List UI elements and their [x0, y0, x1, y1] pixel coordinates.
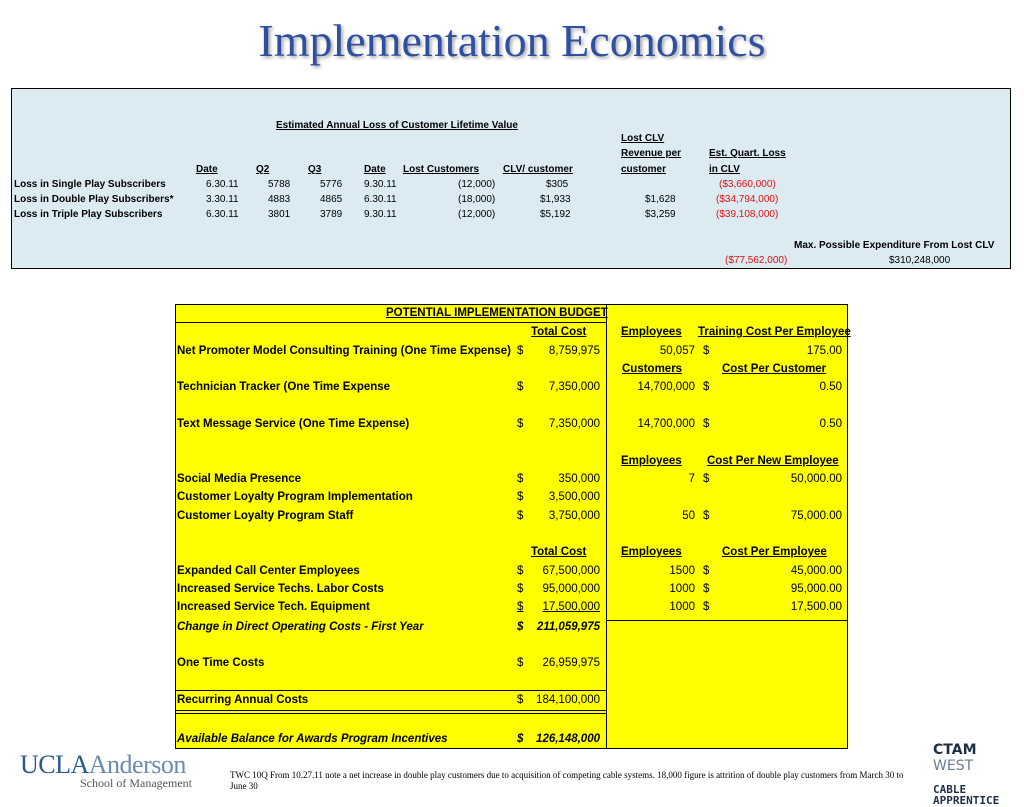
budget-row-cost: 8,759,975: [548, 345, 600, 357]
change-value: 211,059,975: [536, 621, 600, 633]
budget-row-qty: 50: [682, 510, 695, 522]
clv-row-date1: 3.30.11: [206, 194, 239, 205]
col-lost-clv-2: Revenue per: [621, 148, 682, 159]
budget-row-unit: 50,000.00: [790, 473, 842, 485]
budget-row-qty: 1000: [669, 601, 695, 613]
dollar-sign: $: [517, 473, 524, 485]
budget-row-qty: 14,700,000: [637, 418, 695, 430]
budget-row-label: Text Message Service (One Time Expense): [177, 418, 410, 430]
dollar-sign: $: [517, 381, 524, 393]
change-label: Change in Direct Operating Costs - First Year: [177, 621, 424, 633]
budget-row-qty: 7: [688, 473, 695, 485]
dollar-sign: $: [703, 583, 710, 595]
clv-row-date2: 6.30.11: [364, 194, 397, 205]
logo-ucla: UCLA: [20, 750, 89, 779]
budget-row-qty: 50,057: [659, 345, 695, 357]
budget-row-label: Technician Tracker (One Time Expense: [177, 381, 391, 393]
dollar-sign: $: [517, 601, 524, 613]
page-title: Implementation Economics: [258, 15, 766, 66]
divider: [176, 710, 606, 711]
col-employees: Employees: [621, 326, 682, 338]
col-est-1: Est. Quart. Loss: [709, 148, 786, 159]
clv-row-loss: ($3,660,000): [719, 179, 776, 190]
clv-row-clv: $5,192: [540, 209, 571, 220]
available-value: 126,148,000: [536, 733, 600, 745]
col-total-cost: Total Cost: [531, 326, 587, 338]
dollar-sign: $: [703, 565, 710, 577]
clv-heading: Estimated Annual Loss of Customer Lifetime Value: [276, 120, 518, 131]
budget-row-qty: 1500: [669, 565, 695, 577]
budget-row-cost: 3,500,000: [548, 491, 600, 503]
budget-row-cost: 7,350,000: [548, 418, 600, 430]
logo-west: WEST: [933, 758, 974, 774]
col-lost-clv-1: Lost CLV: [621, 133, 665, 144]
dollar-sign: $: [517, 345, 524, 357]
budget-row-unit: 17,500.00: [790, 601, 842, 613]
budget-row-label: Customer Loyalty Program Staff: [177, 510, 354, 522]
clv-table: [11, 88, 1011, 269]
budget-row-cost: 67,500,000: [542, 565, 600, 577]
clv-row-q2: 4883: [268, 194, 291, 205]
clv-row-q2: 3801: [268, 209, 291, 220]
dollar-sign: $: [517, 510, 524, 522]
budget-row-unit: 95,000.00: [790, 583, 842, 595]
col-cost-per-customer: Cost Per Customer: [722, 363, 827, 375]
budget-row-cost: 7,350,000: [548, 381, 600, 393]
budget-row-qty: 14,700,000: [637, 381, 695, 393]
clv-row-q3: 4865: [320, 194, 343, 205]
clv-row-label: Loss in Single Play Subscribers: [14, 179, 166, 190]
col-q3: Q3: [308, 164, 322, 175]
onetime-value: 26,959,975: [542, 657, 600, 669]
clv-row-date2: 9.30.11: [364, 209, 397, 220]
budget-row-qty: 1000: [669, 583, 695, 595]
col-cost-per-employee: Cost Per Employee: [722, 546, 827, 558]
clv-row-lost: (12,000): [458, 179, 496, 190]
clv-row-label: Loss in Triple Play Subscribers: [14, 209, 163, 220]
dollar-sign: $: [703, 381, 710, 393]
clv-row-clv: $1,933: [540, 194, 571, 205]
budget-row-cost: 17,500,000: [542, 601, 600, 613]
col-cost-new-employee: Cost Per New Employee: [707, 455, 839, 467]
budget-row-cost: 350,000: [558, 473, 600, 485]
col-employees-2: Employees: [621, 455, 682, 467]
col-employees-3: Employees: [621, 546, 682, 558]
budget-row-cost: 3,750,000: [548, 510, 600, 522]
logo-school: School of Management: [80, 776, 192, 790]
col-customers: Customers: [622, 363, 683, 375]
dollar-sign: $: [703, 418, 710, 430]
budget-row-unit: 75,000.00: [790, 510, 842, 522]
budget-row-unit: 0.50: [819, 381, 842, 393]
budget-row-unit: 0.50: [819, 418, 842, 430]
budget-row-unit: 45,000.00: [790, 565, 842, 577]
divider: [606, 621, 607, 749]
dollar-sign: $: [703, 345, 710, 357]
budget-row-label: Expanded Call Center Employees: [177, 565, 360, 577]
divider: [176, 713, 606, 714]
col-lost-clv-3: customer: [621, 164, 667, 175]
col-total-cost-2: Total Cost: [531, 546, 587, 558]
clv-row-lost-clv: $3,259: [645, 209, 676, 220]
dollar-sign: $: [517, 583, 524, 595]
clv-row-lost-clv: $1,628: [645, 194, 676, 205]
dollar-sign: $: [517, 733, 524, 745]
onetime-label: One Time Costs: [177, 657, 265, 669]
clv-row-lost: (12,000): [458, 209, 496, 220]
budget-table: [175, 304, 851, 749]
max-expenditure-label: Max. Possible Expenditure From Lost CLV: [794, 240, 995, 251]
dollar-sign: $: [703, 473, 710, 485]
budget-heading: POTENTIAL IMPLEMENTATION BUDGET: [386, 307, 608, 319]
ctam-logo: [933, 742, 1013, 806]
dollar-sign: $: [517, 621, 524, 633]
budget-row-label: Social Media Presence: [177, 473, 302, 485]
budget-row-unit: 175.00: [806, 345, 842, 357]
clv-row-lost: (18,000): [458, 194, 496, 205]
col-q2: Q2: [256, 164, 270, 175]
dollar-sign: $: [517, 491, 524, 503]
budget-row-label: Increased Service Tech. Equipment: [177, 601, 370, 613]
clv-row-date1: 6.30.11: [206, 179, 239, 190]
divider: [606, 620, 848, 621]
clv-row-q2: 5788: [268, 179, 291, 190]
clv-row-loss: ($34,794,000): [716, 194, 779, 205]
col-est-2: in CLV: [709, 164, 740, 175]
logo-ctam: CTAM: [933, 742, 977, 758]
footnote: TWC 10Q From 10.27.11 note a net increase in double play customers due to acquisition of competing cable systems. 18,000 figure is attrition of double play customers from March 30 to June 30: [230, 770, 904, 791]
col-training-cost: Training Cost Per Employee: [698, 326, 851, 338]
total-loss: ($77,562,000): [725, 255, 788, 266]
max-expenditure-value: $310,248,000: [889, 255, 951, 266]
clv-row-label: Loss in Double Play Subscribers*: [14, 194, 174, 205]
col-date1: Date: [196, 164, 218, 175]
budget-row-label: Customer Loyalty Program Implementation: [177, 491, 413, 503]
dollar-sign: $: [517, 694, 524, 706]
clv-row-q3: 5776: [320, 179, 343, 190]
col-date2: Date: [364, 164, 386, 175]
clv-row-q3: 3789: [320, 209, 343, 220]
clv-row-date1: 6.30.11: [206, 209, 239, 220]
dollar-sign: $: [517, 418, 524, 430]
budget-row-label: Net Promoter Model Consulting Training (One Time Expense): [177, 345, 511, 357]
recurring-value: 184,100,000: [536, 694, 600, 706]
logo-cable: CABLE: [933, 783, 967, 796]
dollar-sign: $: [517, 565, 524, 577]
col-clv-customer: CLV/ customer: [503, 164, 573, 175]
logo-anderson: Anderson: [88, 750, 186, 779]
clv-row-loss: ($39,108,000): [716, 209, 779, 220]
recurring-label: Recurring Annual Costs: [177, 694, 309, 706]
divider: [176, 690, 606, 691]
clv-row-clv: $305: [546, 179, 569, 190]
logo-apprentice: APPRENTICE: [933, 794, 1000, 807]
dollar-sign: $: [517, 657, 524, 669]
ucla-anderson-logo: [20, 750, 192, 791]
col-lost-customers: Lost Customers: [403, 164, 480, 175]
budget-row-cost: 95,000,000: [542, 583, 600, 595]
available-label: Available Balance for Awards Program Incentives: [177, 733, 448, 745]
dollar-sign: $: [703, 601, 710, 613]
dollar-sign: $: [703, 510, 710, 522]
clv-row-date2: 9.30.11: [364, 179, 397, 190]
budget-row-label: Increased Service Techs. Labor Costs: [177, 583, 384, 595]
